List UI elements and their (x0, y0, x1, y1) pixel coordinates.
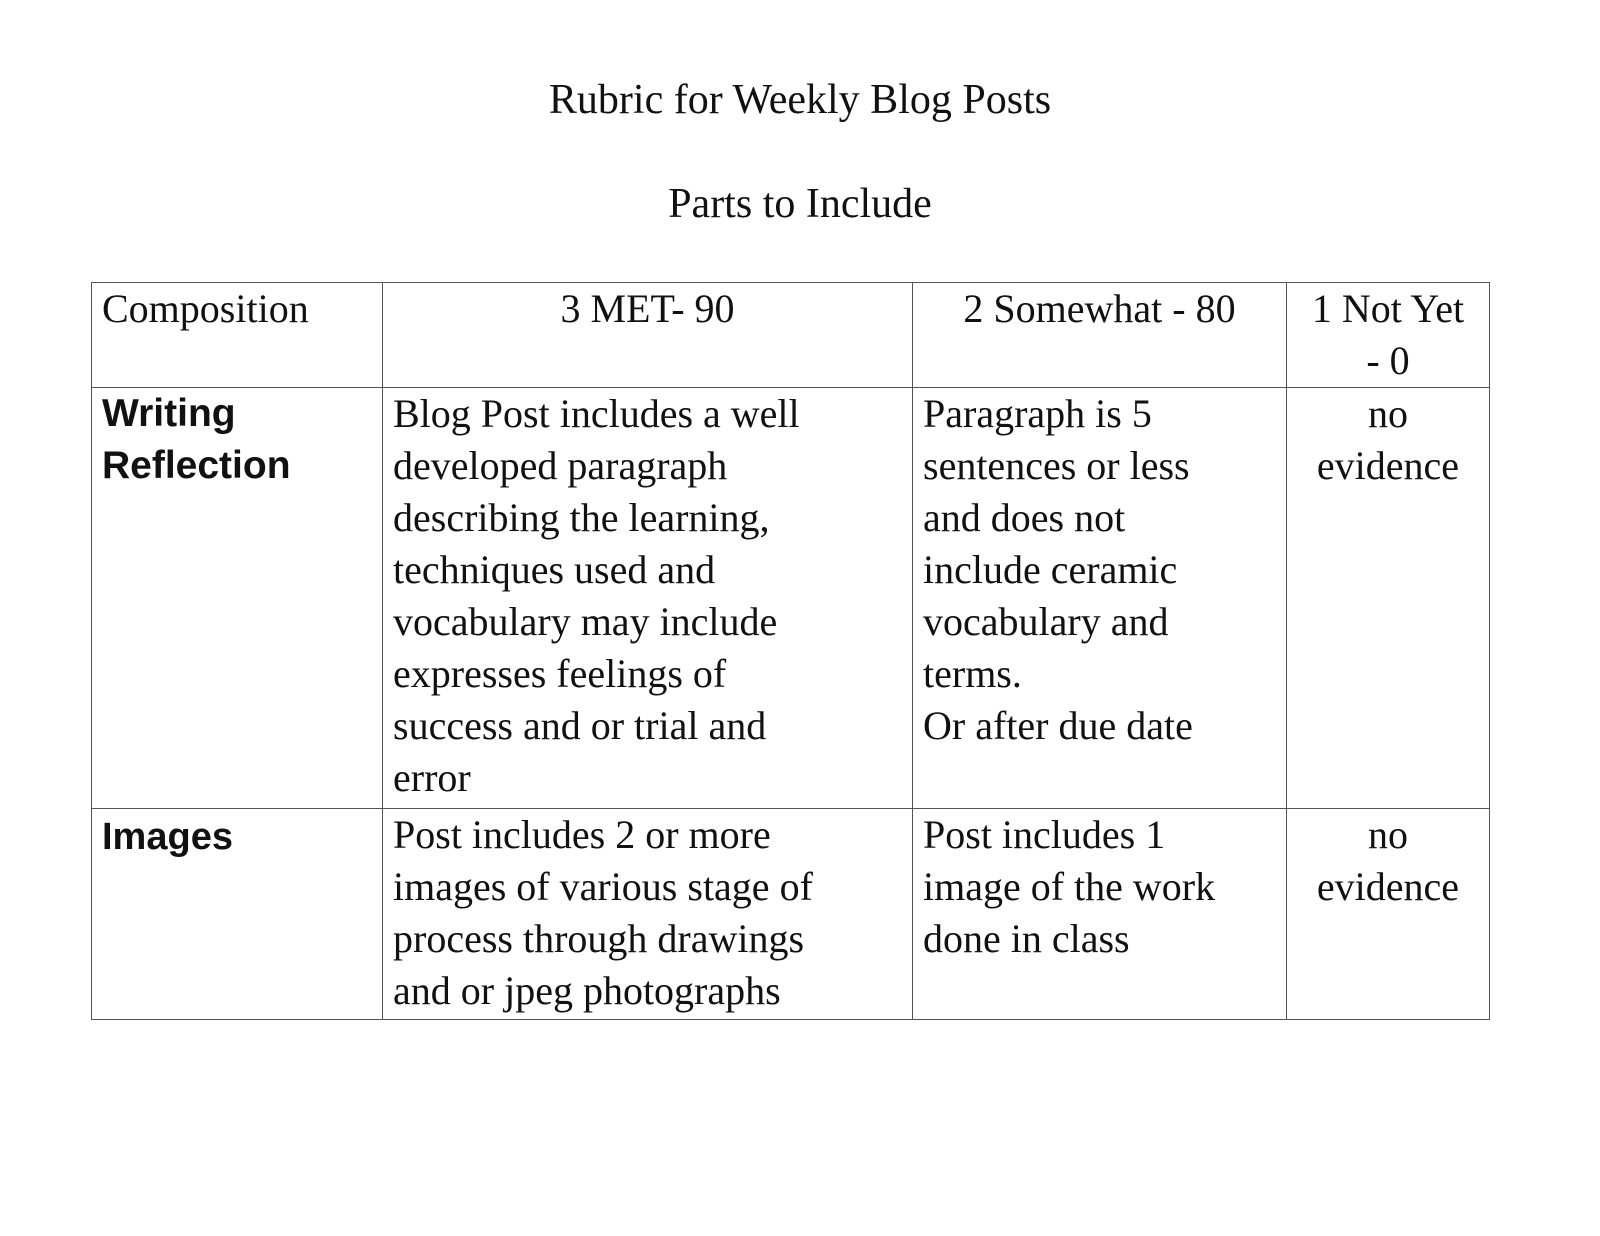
met-line: error (393, 755, 471, 800)
somewhat-line: Paragraph is 5 (923, 391, 1152, 436)
met-cell (383, 809, 913, 1020)
header-somewhat: 2 Somewhat - 80 (913, 283, 1287, 388)
met-line: techniques used and (393, 547, 716, 592)
met-line: Post includes 2 or more (393, 812, 771, 857)
criterion-label-line-2: Reflection (102, 444, 291, 487)
criterion-label: Images (102, 816, 233, 858)
somewhat-line: include ceramic (923, 547, 1178, 592)
not-yet-line-1: no (1368, 812, 1408, 857)
criterion-cell (92, 809, 383, 1020)
header-not-yet-line-1: 1 Not Yet (1311, 286, 1465, 331)
somewhat-line: Post includes 1 (923, 812, 1166, 857)
not-yet-cell (1287, 809, 1490, 1020)
somewhat-cell (913, 809, 1287, 1020)
not-yet-line-2: evidence (1316, 443, 1460, 488)
met-line: expresses feelings of (393, 651, 727, 696)
met-cell (383, 388, 913, 809)
somewhat-line: terms. (923, 651, 1022, 696)
met-line: process through drawings (393, 916, 805, 961)
met-line: success and or trial and (393, 703, 767, 748)
rubric-table (91, 282, 1490, 1020)
not-yet-cell (1287, 388, 1490, 809)
header-not-yet-line-2: - 0 (1366, 338, 1410, 383)
somewhat-line: done in class (923, 916, 1130, 961)
table-row-writing-reflection (92, 388, 1490, 809)
header-met: 3 MET- 90 (383, 283, 913, 388)
not-yet-line-1: no (1368, 391, 1408, 436)
met-line: developed paragraph (393, 443, 728, 488)
header-row (92, 283, 1490, 388)
page-subtitle: Parts to Include (668, 181, 932, 227)
somewhat-cell (913, 388, 1287, 809)
somewhat-line: Or after due date (923, 703, 1193, 748)
met-line: Blog Post includes a well (393, 391, 800, 436)
header-composition: Composition (92, 283, 383, 388)
met-line: vocabulary may include (393, 599, 778, 644)
table-row-images (92, 809, 1490, 1020)
somewhat-line: sentences or less (923, 443, 1190, 488)
not-yet-line-2: evidence (1316, 864, 1460, 909)
page-title: Rubric for Weekly Blog Posts (548, 77, 1052, 123)
met-line: images of various stage of (393, 864, 813, 909)
somewhat-line: and does not (923, 495, 1126, 540)
met-line: describing the learning, (393, 495, 770, 540)
header-not-yet (1287, 283, 1490, 388)
criterion-cell (92, 388, 383, 809)
criterion-label-line-1: Writing (102, 392, 236, 435)
met-line: and or jpeg photographs (393, 968, 781, 1013)
somewhat-line: vocabulary and (923, 599, 1169, 644)
somewhat-line: image of the work (923, 864, 1216, 909)
